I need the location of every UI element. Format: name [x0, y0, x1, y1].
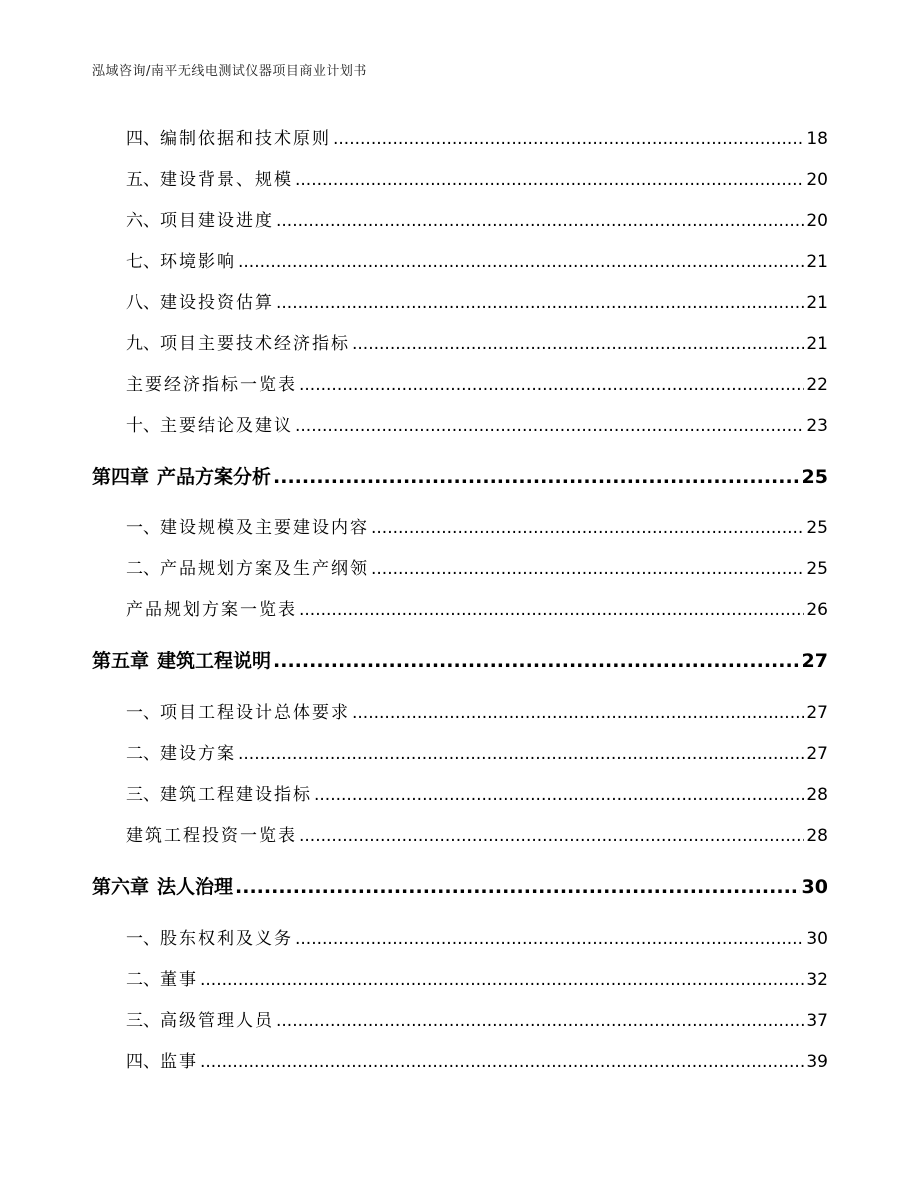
toc-chapter-title [92, 462, 271, 489]
toc-entry[interactable] [126, 780, 828, 805]
toc-leader-dots [299, 826, 804, 846]
toc-entry-page: 27 [806, 744, 828, 764]
toc-entry-page: 37 [806, 1011, 828, 1031]
toc-entry[interactable] [126, 1006, 828, 1031]
toc-entry-title: 建设方案 [160, 744, 236, 764]
toc-entry-page: 23 [806, 416, 828, 436]
toc-entry-title: 项目主要技术经济指标 [160, 334, 350, 354]
toc-chapter-name: 法人治理 [157, 876, 234, 898]
toc-leader-dots [295, 416, 804, 436]
toc-entry[interactable] [126, 821, 828, 846]
toc-entry-title: 环境影响 [160, 252, 236, 272]
toc-entry[interactable] [126, 698, 828, 723]
toc-leader-dots [295, 929, 804, 949]
toc-entry-page: 20 [806, 211, 828, 231]
toc-entry-title: 编制依据和技术原则 [160, 129, 331, 149]
toc-leader-dots [273, 466, 800, 488]
toc-entry[interactable] [126, 924, 828, 949]
toc-entry-page: 21 [806, 334, 828, 354]
toc-entry-number: 一、 [126, 929, 160, 949]
toc-entry-page: 21 [806, 252, 828, 272]
toc-chapter[interactable] [92, 462, 828, 489]
toc-leader-dots [371, 559, 804, 579]
toc-chapter-title [92, 872, 233, 899]
toc-leader-dots [200, 970, 804, 990]
toc-entry-title: 股东权利及义务 [160, 929, 293, 949]
toc-entry-title: 主要结论及建议 [160, 416, 293, 436]
toc-entry-number: 二、 [126, 559, 160, 579]
toc-chapter-name: 建筑工程说明 [157, 650, 272, 672]
toc-entry-page: 22 [806, 375, 828, 395]
toc-entry-number: 四、 [126, 1052, 160, 1072]
toc-entry-number: 五、 [126, 170, 160, 190]
toc-chapter-page: 27 [801, 650, 828, 672]
toc-entry-page: 32 [806, 970, 828, 990]
toc-entry-title: 高级管理人员 [160, 1011, 274, 1031]
toc-entry[interactable] [126, 124, 828, 149]
toc-entry-number: 三、 [126, 1011, 160, 1031]
toc-entry[interactable] [126, 288, 828, 313]
toc-entry-number: 十、 [126, 416, 160, 436]
toc-leader-dots [238, 252, 804, 272]
toc-entry-title: 产品规划方案一览表 [126, 600, 297, 620]
toc-entry-title: 建设背景、规模 [160, 170, 293, 190]
toc-entry-number: 二、 [126, 970, 160, 990]
toc-leader-dots [276, 293, 804, 313]
toc-chapter[interactable] [92, 646, 828, 673]
toc-entry-title: 项目工程设计总体要求 [160, 703, 350, 723]
toc-entry-page: 20 [806, 170, 828, 190]
toc-entry-title: 建设投资估算 [160, 293, 274, 313]
toc-entry-title: 项目建设进度 [160, 211, 274, 231]
toc-entry-title: 建筑工程投资一览表 [126, 826, 297, 846]
toc-leader-dots [238, 744, 804, 764]
toc-leader-dots [235, 876, 800, 898]
toc-chapter-number: 第四章 [92, 466, 150, 488]
toc-chapter[interactable] [92, 872, 828, 899]
running-header: 泓域咨询/南平无线电测试仪器项目商业计划书 [92, 64, 367, 79]
toc-entry-page: 25 [806, 559, 828, 579]
toc-entry-title: 主要经济指标一览表 [126, 375, 297, 395]
toc-entry[interactable] [126, 206, 828, 231]
toc-entry-title: 产品规划方案及生产纲领 [160, 559, 369, 579]
toc-entry[interactable] [126, 247, 828, 272]
toc-entry-number: 一、 [126, 518, 160, 538]
toc-entry[interactable] [126, 411, 828, 436]
toc-entry-number: 三、 [126, 785, 160, 805]
toc-leader-dots [333, 129, 804, 149]
toc-leader-dots [352, 703, 804, 723]
toc-chapter-name: 产品方案分析 [157, 466, 272, 488]
toc-entry[interactable] [126, 370, 828, 395]
toc-entry[interactable] [126, 595, 828, 620]
toc-chapter-page: 25 [801, 466, 828, 488]
toc-entry-title: 建设规模及主要建设内容 [160, 518, 369, 538]
toc-entry-title: 监事 [160, 1052, 198, 1072]
toc-entry-number: 七、 [126, 252, 160, 272]
toc-entry-page: 18 [806, 129, 828, 149]
toc-entry-number: 二、 [126, 744, 160, 764]
toc-entry-page: 30 [806, 929, 828, 949]
toc-chapter-page: 30 [801, 876, 828, 898]
toc-entry-number: 一、 [126, 703, 160, 723]
toc-entry-number: 八、 [126, 293, 160, 313]
toc-leader-dots [299, 600, 804, 620]
toc-entry[interactable] [126, 329, 828, 354]
toc-entry-number: 四、 [126, 129, 160, 149]
toc-leader-dots [352, 334, 804, 354]
toc-leader-dots [295, 170, 804, 190]
toc-leader-dots [314, 785, 804, 805]
toc-leader-dots [299, 375, 804, 395]
toc-chapter-number: 第六章 [92, 876, 150, 898]
toc-entry[interactable] [126, 165, 828, 190]
toc-chapter-title [92, 646, 271, 673]
toc-entry-page: 28 [806, 785, 828, 805]
toc-entry-page: 26 [806, 600, 828, 620]
toc-entry-number: 六、 [126, 211, 160, 231]
toc-entry-page: 39 [806, 1052, 828, 1072]
toc-entry[interactable] [126, 1047, 828, 1072]
toc-entry-page: 25 [806, 518, 828, 538]
toc-chapter-number: 第五章 [92, 650, 150, 672]
toc-entry[interactable] [126, 965, 828, 990]
toc-entry-page: 28 [806, 826, 828, 846]
toc-entry[interactable] [126, 554, 828, 579]
toc-leader-dots [371, 518, 804, 538]
toc-entry-title: 董事 [160, 970, 198, 990]
toc-entry-number: 九、 [126, 334, 160, 354]
toc-leader-dots [276, 211, 804, 231]
toc-entry-title: 建筑工程建设指标 [160, 785, 312, 805]
toc-leader-dots [273, 650, 800, 672]
toc-entry[interactable] [126, 739, 828, 764]
toc-leader-dots [276, 1011, 804, 1031]
toc-entry-page: 21 [806, 293, 828, 313]
toc-entry-page: 27 [806, 703, 828, 723]
toc-leader-dots [200, 1052, 804, 1072]
toc-entry[interactable] [126, 513, 828, 538]
